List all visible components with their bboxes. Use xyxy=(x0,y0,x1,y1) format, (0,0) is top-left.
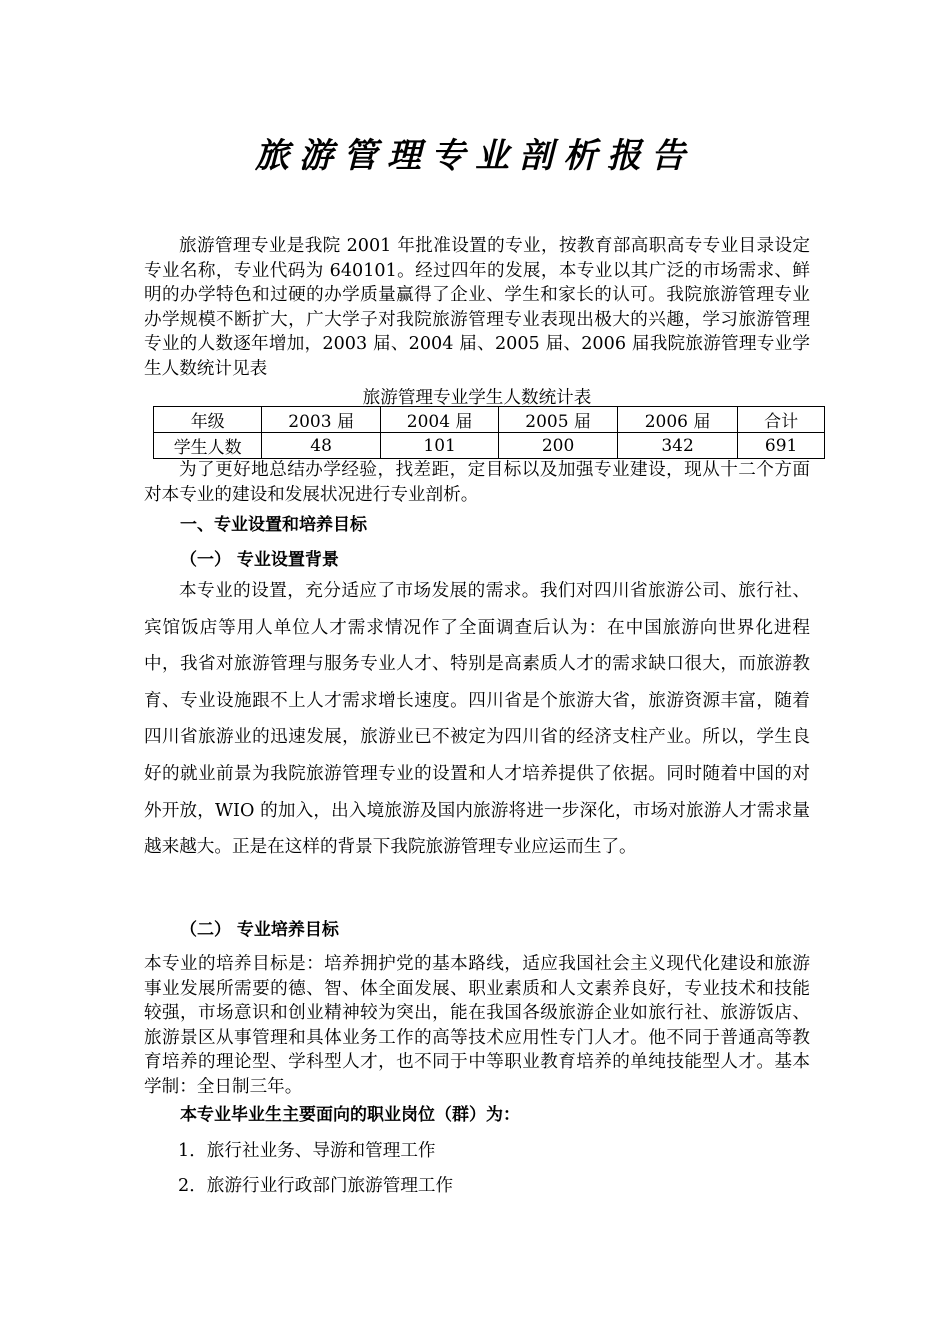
subsection-heading: （一） 专业设置背景 xyxy=(180,550,339,570)
table-cell: 342 xyxy=(617,433,737,459)
table-header-cell: 年级 xyxy=(154,407,262,433)
table-caption: 旅游管理专业学生人数统计表 xyxy=(362,388,592,408)
section-heading: 一、专业设置和培养目标 xyxy=(180,515,367,535)
table-header-cell: 合计 xyxy=(738,407,825,433)
student-count-table xyxy=(153,406,825,459)
table-header-cell: 2003 届 xyxy=(262,407,380,433)
list-item: 1．旅行社业务、导游和管理工作 xyxy=(178,1141,436,1161)
intro-paragraph: 旅游管理专业是我院 2001 年批准设置的专业，按教育部高职高专专业目录设定专业名称，专业代码为 640101。经过四年的发展，本专业以其广泛的市场需求、鲜明的办学特色和过硬的办学质量赢得了企业、学生和家长的认可。我院旅游管理专业办学规模不断扩大，广大学子对我院旅游管理专业表现出极大的兴趣，学习旅游管理专业的人数逐年增加，2003 届、2004 届、2005 届、2006 届我院旅游管理专业学生人数统计见表 xyxy=(144,236,810,379)
background-paragraph: 本专业的设置，充分适应了市场发展的需求。我们对四川省旅游公司、旅行社、宾馆饭店等用人单位人才需求情况作了全面调查后认为：在中国旅游向世界化进程中，我省对旅游管理与服务专业人才、特别是高素质人才的需求缺口很大，而旅游教育、专业设施跟不上人才需求增长速度。四川省是个旅游大省，旅游资源丰富，随着四川省旅游业的迅速发展，旅游业已不被定为四川省的经济支柱产业。所以，学生良好的就业前景为我院旅游管理专业的设置和人才培养提供了依据。同时随着中国的对外开放，WIO 的加入，出入境旅游及国内旅游将进一步深化，市场对旅游人才需求量越来越大。正是在这样的背景下我院旅游管理专业应运而生了。 xyxy=(144,581,810,858)
document-title: 旅游管理专业剖析报告 xyxy=(255,136,695,176)
table-cell: 101 xyxy=(380,433,498,459)
subsection-heading: （二） 专业培养目标 xyxy=(180,920,339,940)
table-cell: 200 xyxy=(499,433,617,459)
after-table-paragraph: 为了更好地总结办学经验，找差距，定目标以及加强专业建设，现从十二个方面对本专业的建设和发展状况进行专业剖析。 xyxy=(144,460,810,505)
jobs-heading: 本专业毕业生主要面向的职业岗位（群）为： xyxy=(180,1105,520,1125)
table-header-cell: 2004 届 xyxy=(380,407,498,433)
list-item: 2．旅游行业行政部门旅游管理工作 xyxy=(178,1176,454,1196)
table-header-row xyxy=(154,407,825,433)
table-cell: 691 xyxy=(738,433,825,459)
table-header-cell: 2005 届 xyxy=(499,407,617,433)
table-cell: 学生人数 xyxy=(154,433,262,459)
table-header-cell: 2006 届 xyxy=(617,407,737,433)
table-row xyxy=(154,433,825,459)
table-cell: 48 xyxy=(262,433,380,459)
objective-paragraph: 本专业的培养目标是：培养拥护党的基本路线，适应我国社会主义现代化建设和旅游事业发展所需要的德、智、体全面发展、职业素质和人文素养良好，专业技术和技能较强，市场意识和创业精神较为突出，能在我国各级旅游企业如旅行社、旅游饭店、旅游景区从事管理和具体业务工作的高等技术应用性专门人才。他不同于普通高等教育培养的理论型、学科型人才，也不同于中等职业教育培养的单纯技能型人才。基本学制：全日制三年。 xyxy=(144,954,810,1097)
